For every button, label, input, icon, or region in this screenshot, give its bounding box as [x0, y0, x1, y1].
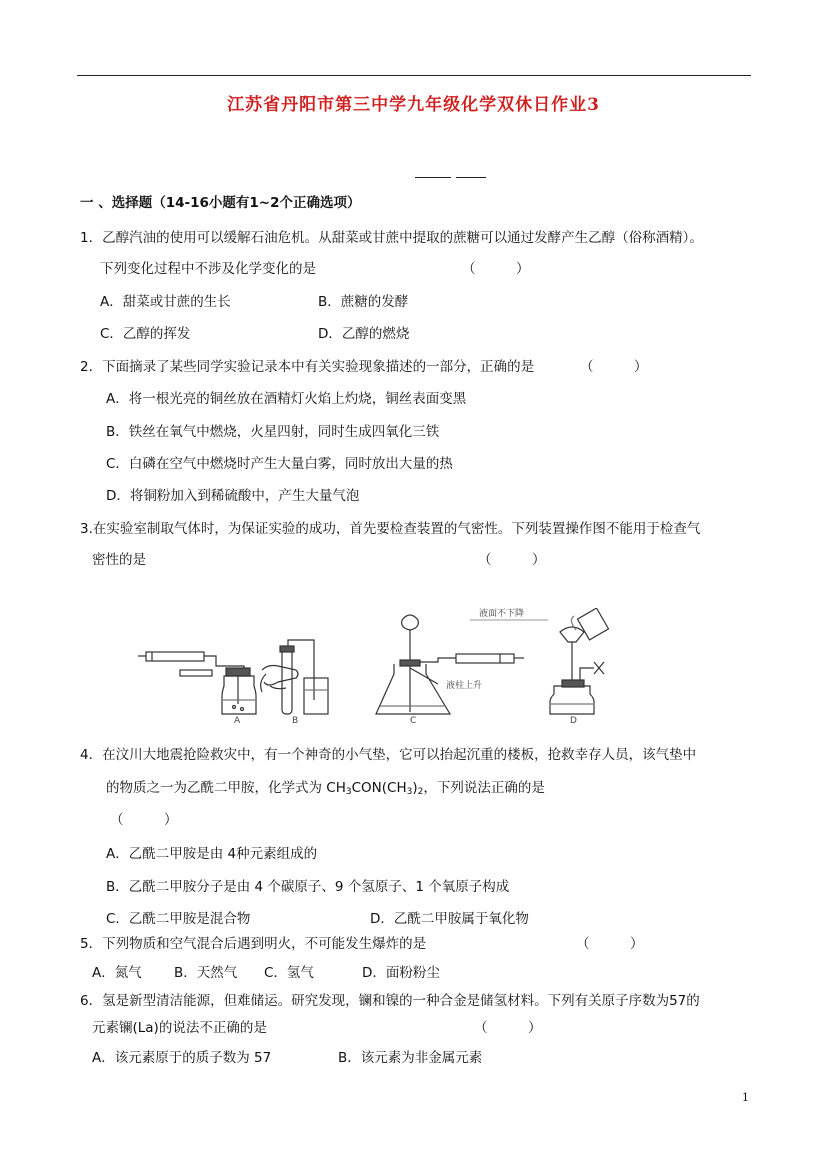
name-blank-line: [456, 177, 486, 178]
question-3-stem-cont: 密性的是: [92, 552, 146, 568]
question-4-option-b: B．乙酰二甲胺分子是由 4 个碳原子、9 个氢原子、1 个氧原子构成: [106, 879, 510, 895]
section-heading: 一 、选择题（14-16小题有1~2个正确选项）: [80, 195, 361, 211]
apparatus-label-c: C: [410, 716, 417, 726]
question-6-stem: 6．氢是新型清洁能源，但难储运。研究发现，镧和镍的一种合金是储氢材料。下列有关原子序数为57的: [80, 993, 700, 1009]
apparatus-c: [376, 615, 524, 714]
annotation-liquid-column-rises: 液柱上升: [446, 681, 483, 691]
question-4-stem-cont: 的物质之一为乙酰二甲胺，化学式为 $CH_3CON(CH_3)_2$，下列说法正确的是: [106, 780, 545, 797]
page-title: 江苏省丹阳市第三中学九年级化学双休日作业3: [227, 95, 600, 115]
annotation-level-not-dropping: 液面不下降: [479, 609, 525, 619]
question-1-option-d: D．乙醇的燃烧: [318, 326, 410, 342]
apparatus-label-b: B: [292, 716, 299, 726]
question-6-option-a: A．该元素原于的质子数为 57: [92, 1050, 272, 1066]
question-4-option-a: A．乙酰二甲胺是由 4种元素组成的: [106, 846, 318, 862]
question-4-option-c: C．乙酰二甲胺是混合物: [106, 911, 251, 927]
question-3-stem: 3.在实验室制取气体时，为保证实验的成功，首先要检查装置的气密性。下列装置操作图不能用于检查气: [80, 521, 701, 537]
question-5-option-a: A．氮气: [92, 965, 142, 981]
question-4-option-d: D．乙酰二甲胺属于氧化物: [370, 911, 529, 927]
question-1-answer-bracket: （ ）: [462, 261, 530, 277]
question-6-option-b: B．该元素为非金属元素: [338, 1050, 483, 1066]
question-5-option-c: C．氢气: [264, 965, 314, 981]
question-2-option-c: C．白磷在空气中燃烧时产生大量白雾，同时放出大量的热: [106, 456, 453, 472]
question-5-answer-bracket: （ ）: [576, 936, 644, 952]
question-2-answer-bracket: （ ）: [580, 359, 648, 375]
question-1-option-a: A．甜菜或甘蔗的生长: [100, 294, 231, 310]
apparatus-label-a: A: [234, 716, 241, 726]
question-1-stem: 1．乙醇汽油的使用可以缓解石油危机。从甜菜或甘蔗中提取的蔗糖可以通过发酵产生乙醇（俗称酒精）。: [80, 230, 703, 246]
question-1-option-c: C．乙醇的挥发: [100, 326, 191, 342]
question-3-answer-bracket: （ ）: [478, 552, 546, 568]
question-5-option-b: B．天然气: [174, 965, 238, 981]
apparatus-figure: [138, 608, 678, 728]
apparatus-b: [261, 640, 328, 714]
question-4-answer-bracket: （ ）: [110, 812, 178, 828]
question-6-stem-cont: 元素镧(La)的说法不正确的是: [92, 1020, 267, 1036]
page-number: 1: [742, 1091, 749, 1104]
question-2-stem: 2．下面摘录了某些同学实验记录本中有关实验现象描述的一部分，正确的是: [80, 359, 535, 375]
apparatus-label-d: D: [570, 716, 577, 726]
question-2-option-a: A．将一根光亮的铜丝放在酒精灯火焰上灼烧，铜丝表面变黑: [106, 391, 467, 407]
question-4-stem: 4．在汶川大地震抢险救灾中，有一个神奇的小气垫，它可以抬起沉重的楼板，抢救幸存人员，该气垫中: [80, 747, 697, 763]
question-5-stem: 5．下列物质和空气混合后遇到明火，不可能发生爆炸的是: [80, 936, 427, 952]
apparatus-d: [470, 608, 609, 714]
question-1-stem-cont: 下列变化过程中不涉及化学变化的是: [100, 261, 316, 277]
question-5-option-d: D．面粉粉尘: [362, 965, 440, 981]
apparatus-a: [138, 652, 256, 714]
question-2-option-b: B．铁丝在氧气中燃烧，火星四射，同时生成四氧化三铁: [106, 424, 440, 440]
name-blank-line: [415, 177, 451, 178]
question-6-answer-bracket: （ ）: [474, 1020, 542, 1036]
question-1-option-b: B．蔗糖的发酵: [318, 294, 409, 310]
header-rule: [77, 75, 751, 76]
question-2-option-d: D．将铜粉加入到稀硫酸中，产生大量气泡: [106, 488, 360, 504]
